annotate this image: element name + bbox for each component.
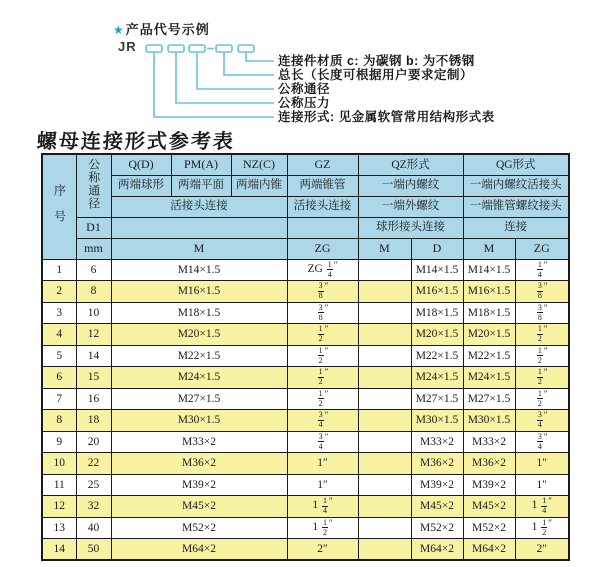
cell-zg: $\frac{3}{8}$ ″ [287,302,358,324]
cell-serial: 9 [42,431,76,453]
cell-dn: 14 [76,345,111,367]
cell-qg-zg: 1 $\frac{1}{4}$ ″ [515,496,569,518]
cell-qz-m [358,539,411,561]
cell-serial: 13 [42,517,76,539]
cell-m: M45×2 [111,496,287,518]
table-title: 螺母连接形式参考表 [36,131,236,153]
cell-zg: $\frac{3}{4}$ ″ [287,410,358,432]
cell-dn: 15 [76,367,111,389]
cell-zg: ZG $\frac{1}{4}$ ″ [287,259,358,281]
cell-qg-zg: 1″ [515,474,569,496]
cell-serial: 8 [42,410,76,432]
cell-dn: 20 [76,431,111,453]
cell-qg-m: M18×1.5 [463,302,515,324]
cell-m: M52×2 [111,517,287,539]
header-col-nz: NZ(C) [231,154,287,175]
header-gz-desc: 两端锥管 [287,175,358,196]
header-serial: 序号 [42,154,76,259]
cell-dn: 10 [76,302,111,324]
header-mm: mm [76,238,111,259]
cell-qg-zg: $\frac{1}{2}$ ″ [515,388,569,410]
header-qg-zg-label: ZG [515,238,569,259]
cell-qz-m [358,345,411,367]
cell-qg-m: M45×2 [463,496,515,518]
table-row [42,281,569,303]
cell-qz-m [358,517,411,539]
code-example-title-text: 产品代号示例 [125,22,210,37]
cell-qg-m: M27×1.5 [463,388,515,410]
code-prefix: JR [118,39,137,54]
cell-qg-zg: $\frac{1}{2}$ ″ [515,367,569,389]
cell-qg-m: M33×2 [463,431,515,453]
table-row [42,324,569,346]
cell-qg-m: M16×1.5 [463,281,515,303]
cell-dn: 32 [76,496,111,518]
header-empty-m [111,217,287,238]
table-row [42,496,569,518]
cell-qg-m: M52×2 [463,517,515,539]
header-q-desc: 两端球形 [111,175,171,196]
cell-m: M24×1.5 [111,367,287,389]
table-header [42,154,569,259]
cell-dn: 25 [76,474,111,496]
cell-m: M30×1.5 [111,410,287,432]
cell-m: M20×1.5 [111,324,287,346]
table-row [42,345,569,367]
cell-m: M64×2 [111,539,287,561]
code-segment-box [189,45,205,52]
table-body [42,259,569,560]
table-row [42,388,569,410]
header-m-label: M [111,238,287,259]
cell-qg-zg: $\frac{3}{8}$ ″ [515,302,569,324]
cell-qz-d: M22×1.5 [411,345,463,367]
code-example-title [113,19,210,38]
cell-serial: 3 [42,302,76,324]
cell-qz-m [358,431,411,453]
cell-qz-d: M45×2 [411,496,463,518]
cell-qz-d: M16×1.5 [411,281,463,303]
cell-qg-zg: 1 $\frac{1}{2}$ ″ [515,517,569,539]
table-row [42,431,569,453]
cell-zg: $\frac{1}{2}$ ″ [287,345,358,367]
cell-qg-m: M22×1.5 [463,345,515,367]
header-qg-m-label: M [463,238,515,259]
cell-zg: $\frac{1}{2}$ ″ [287,324,358,346]
cell-zg: 1 $\frac{1}{4}$ ″ [287,496,358,518]
connector-line [246,52,274,61]
code-segment-box [238,45,254,52]
callout-connection-form: 连接形式: 见金属软管常用结构形式表 [278,110,495,124]
cell-m: M14×1.5 [111,259,287,281]
cell-qg-zg: $\frac{1}{2}$ ″ [515,324,569,346]
cell-serial: 5 [42,345,76,367]
cell-qg-zg: 2″ [515,539,569,561]
cell-qg-m: M39×2 [463,474,515,496]
cell-serial: 11 [42,474,76,496]
cell-zg: $\frac{3}{4}$ ″ [287,431,358,453]
cell-qz-m [358,474,411,496]
cell-dn: 18 [76,410,111,432]
cell-dn: 22 [76,453,111,475]
cell-zg: 1″ [287,474,358,496]
cell-m: M18×1.5 [111,302,287,324]
cell-m: M33×2 [111,431,287,453]
header-qz-desc2: 一端外螺纹 [358,196,463,217]
cell-qz-d: M33×2 [411,431,463,453]
table-row [42,367,569,389]
header-qz-d-label: D [411,238,463,259]
cell-qg-zg: $\frac{3}{4}$ ″ [515,410,569,432]
cell-zg: $\frac{1}{2}$ ″ [287,388,358,410]
cell-qz-d: M30×1.5 [411,410,463,432]
cell-qz-m [358,453,411,475]
header-col-gz: GZ [287,154,358,175]
cell-zg: $\frac{3}{8}$ ″ [287,281,358,303]
cell-zg: 1 $\frac{1}{2}$ ″ [287,517,358,539]
cell-qg-zg: $\frac{3}{4}$ ″ [515,431,569,453]
cell-qz-d: M52×2 [411,517,463,539]
cell-qg-m: M64×2 [463,539,515,561]
header-gz-conn: 活接头连接 [287,196,358,217]
header-empty-gz [287,217,358,238]
cell-qz-m [358,367,411,389]
cell-qz-m [358,281,411,303]
cell-qz-m [358,259,411,281]
cell-dn: 6 [76,259,111,281]
connector-line [224,52,274,75]
cell-m: M39×2 [111,474,287,496]
cell-dn: 12 [76,324,111,346]
cell-dn: 50 [76,539,111,561]
callout-pressure: 公称压力 [278,96,331,110]
table-row [42,453,569,475]
header-qg-desc1: 一端内螺纹活接头 [463,175,569,196]
cell-qg-m: M30×1.5 [463,410,515,432]
table-row [42,517,569,539]
callout-length: 总长（长度可根据用户要求定制） [278,68,474,82]
cell-dn: 16 [76,388,111,410]
cell-m: M27×1.5 [111,388,287,410]
code-segment-box [146,45,162,52]
header-d1: D1 [76,217,111,238]
cell-dn: 40 [76,517,111,539]
header-qz-m-label: M [358,238,411,259]
cell-qz-d: M36×2 [411,453,463,475]
header-nz-desc: 两端内锥 [231,175,287,196]
cell-qz-d: M14×1.5 [411,259,463,281]
table-row [42,539,569,561]
cell-qz-d: M27×1.5 [411,388,463,410]
cell-serial: 2 [42,281,76,303]
cell-qz-d: M24×1.5 [411,367,463,389]
cell-qz-d: M20×1.5 [411,324,463,346]
code-segment-box [168,45,184,52]
cell-qg-zg: $\frac{3}{8}$ ″ [515,281,569,303]
header-qg-desc2: 一端锥管螺纹接头 [463,196,569,217]
cell-dn: 8 [76,281,111,303]
cell-qz-m [358,410,411,432]
connector-line [197,52,274,89]
header-diameter: 公称通径 [76,154,111,217]
nut-connection-table [41,153,570,561]
header-zg-label: ZG [287,238,358,259]
header-col-q: Q(D) [111,154,171,175]
cell-serial: 6 [42,367,76,389]
header-col-pm: PM(A) [171,154,231,175]
cell-serial: 10 [42,453,76,475]
cell-zg: 2″ [287,539,358,561]
header-qz-desc1: 一端内螺纹 [358,175,463,196]
cell-qg-zg: 1″ [515,453,569,475]
callout-diameter: 公称通径 [278,82,331,96]
cell-m: M22×1.5 [111,345,287,367]
header-qg-conn: 连接 [463,217,569,238]
star-icon: ★ [113,23,125,37]
cell-serial: 4 [42,324,76,346]
header-qz-conn: 球形接头连接 [358,217,463,238]
cell-qz-d: M64×2 [411,539,463,561]
header-pm-desc: 两端平面 [171,175,231,196]
cell-qg-m: M14×1.5 [463,259,515,281]
cell-qz-m [358,324,411,346]
cell-serial: 1 [42,259,76,281]
table-row [42,410,569,432]
cell-qg-m: M24×1.5 [463,367,515,389]
cell-qg-zg: $\frac{1}{2}$ ″ [515,345,569,367]
header-col-qg: QG形式 [463,154,569,175]
cell-serial: 14 [42,539,76,561]
cell-qz-m [358,388,411,410]
cell-qg-m: M36×2 [463,453,515,475]
cell-qz-m [358,302,411,324]
cell-qg-zg: $\frac{1}{4}$ ″ [515,259,569,281]
cell-qz-d: M39×2 [411,474,463,496]
table-row [42,259,569,281]
header-union-conn: 活接头连接 [111,196,287,217]
table-row [42,302,569,324]
cell-serial: 12 [42,496,76,518]
callout-material: 连接件材质 c: 为碳钢 b: 为不锈钢 [278,54,475,68]
cell-zg: $\frac{1}{2}$ ″ [287,367,358,389]
cell-qz-m [358,496,411,518]
cell-m: M36×2 [111,453,287,475]
cell-serial: 7 [42,388,76,410]
header-col-qz: QZ形式 [358,154,463,175]
code-segment-box [216,45,232,52]
cell-zg: 1″ [287,453,358,475]
cell-qz-d: M18×1.5 [411,302,463,324]
cell-m: M16×1.5 [111,281,287,303]
cell-qg-m: M20×1.5 [463,324,515,346]
table-row [42,474,569,496]
connector-line [176,52,274,103]
